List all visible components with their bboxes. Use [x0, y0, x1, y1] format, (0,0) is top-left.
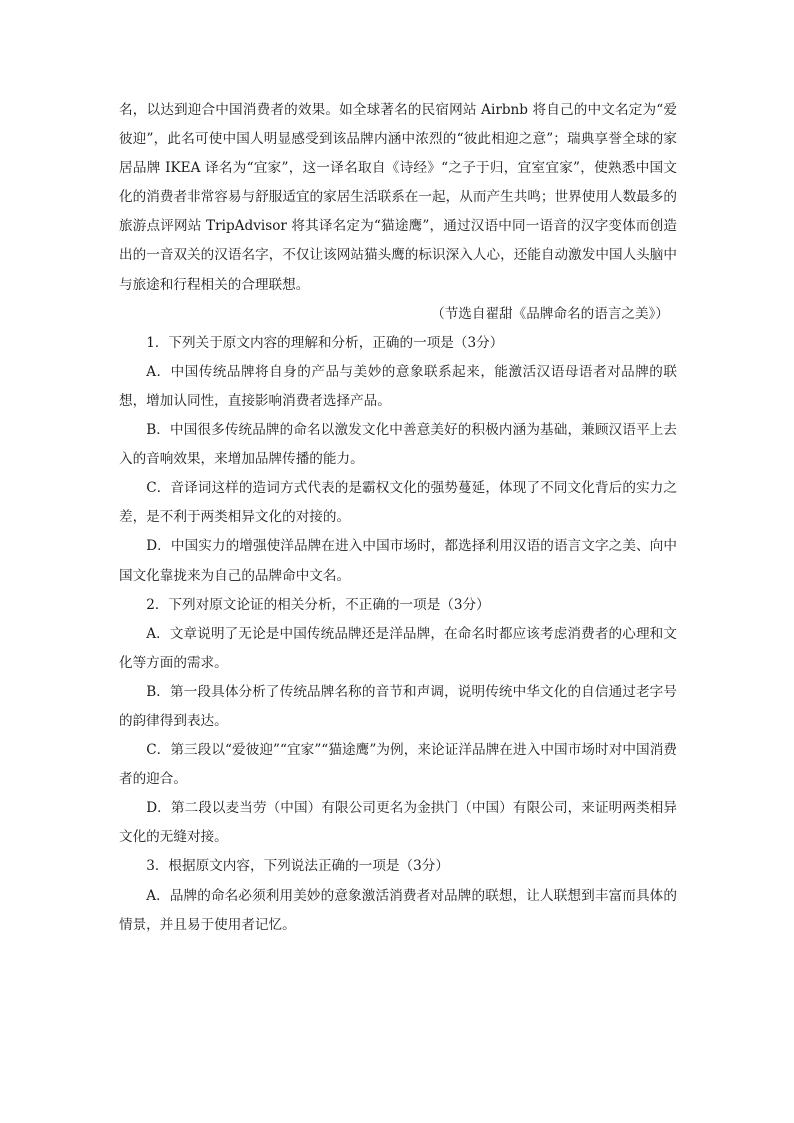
question-2-option-c: C．第三段以“爱彼迎”“宜家”“猫途鹰”为例，来论证洋品牌在进入中国市场时对中国消费者的迎合。: [119, 742, 677, 788]
question-2-option-d: D．第二段以麦当劳（中国）有限公司更名为金拱门（中国）有限公司，来证明两类相异文化的无缝对接。: [119, 800, 677, 846]
document-page: [119, 96, 677, 940]
question-1-option-d: D．中国实力的增强使洋品牌在进入中国市场时，都选择利用汉语的语言文字之美、向中国文化靠拢来为自己的品牌命中文名。: [119, 538, 677, 584]
source-citation: （节选自翟甜《品牌命名的语言之美》）: [431, 305, 669, 322]
question-1-option-c: C．音译词这样的造词方式代表的是霸权文化的强势蔓延，体现了不同文化背后的实力之差，是不利于两类相异文化的对接的。: [119, 480, 677, 526]
question-1-option-b: B．中国很多传统品牌的命名以激发文化中善意美好的积极内涵为基础，兼顾汉语平上去入的音响效果，来增加品牌传播的能力。: [119, 422, 677, 468]
question-3-stem: 3．根据原文内容，下列说法正确的一项是（3分）: [146, 858, 449, 875]
question-1-option-a: A．中国传统品牌将自身的产品与美妙的意象联系起来，能激活汉语母语者对品牌的联想，增加认同性，直接影响消费者选择产品。: [119, 363, 677, 409]
question-2-stem: 2．下列对原文论证的相关分析，不正确的一项是（3分）: [146, 596, 490, 613]
passage-paragraph: 名，以达到迎合中国消费者的效果。如全球著名的民宿网站 Airbnb 将自己的中文名定为“爱彼迎”，此名可使中国人明显感受到该品牌内涵中浓烈的“彼此相迎之意”；瑞典享誉全球的家居品牌 IKEA 译名为“宜家”，这一译名取自《诗经》“之子于归，宜室宜家”，使熟悉中国文化的消费者非常容易与舒服适宜的家居生活联系在一起，从而产生共鸣；世界使用人数最多的旅游点评网站 TripAdvisor 将其译名定为“猫途鹰”，通过汉语中同一语音的汉字变体而创造出的一音双关的汉语名字，不仅让该网站猫头鹰的标识深入人心，还能自动激发中国人头脑中与旅途和行程相关的合理联想。: [119, 102, 677, 293]
question-2-option-b: B．第一段具体分析了传统品牌名称的音节和声调，说明传统中华文化的自信通过老字号的韵律得到表达。: [119, 683, 677, 729]
question-3-option-a: A．品牌的命名必须利用美妙的意象激活消费者对品牌的联想，让人联想到丰富而具体的情景，并且易于使用者记忆。: [119, 887, 677, 933]
question-2-option-a: A．文章说明了无论是中国传统品牌还是洋品牌，在命名时都应该考虑消费者的心理和文化等方面的需求。: [119, 625, 677, 671]
question-1-stem: 1．下列关于原文内容的理解和分析，正确的一项是（3分）: [146, 334, 504, 351]
